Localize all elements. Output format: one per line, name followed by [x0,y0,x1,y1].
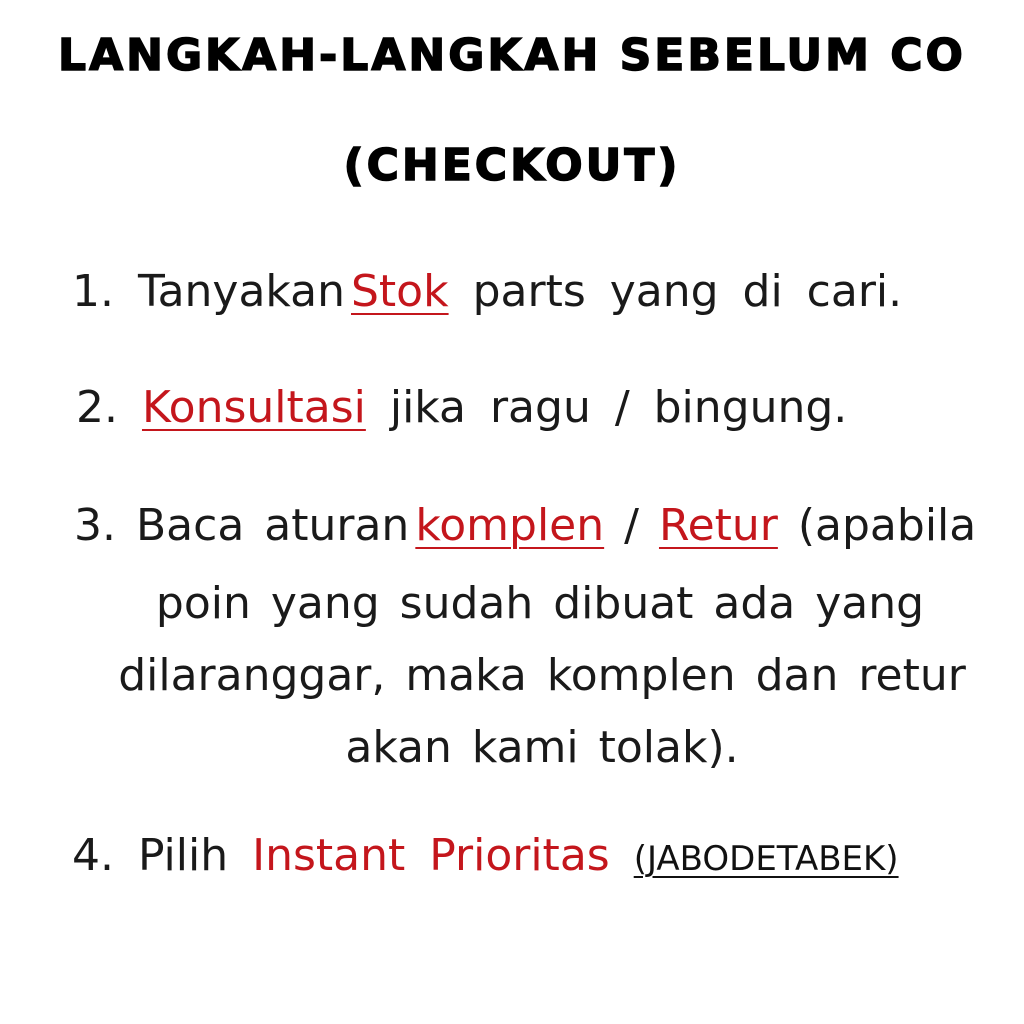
step-3-text-post: (apabila [797,500,977,551]
step-2-number: 2. [76,382,118,433]
instant-prioritas-label: Instant Prioritas [252,830,610,881]
title-line-2: (CHECKOUT) [343,140,681,191]
step-1-text-pre: Tanyakan [137,266,345,317]
step-2-text-post: jika ragu / bingung. [389,382,848,433]
retur-link[interactable]: Retur [658,500,778,551]
step-4-number: 4. [72,830,114,881]
step-3-continuation-2: dilaranggar, maka komplen dan retur [118,650,966,701]
step-3-text-pre: Baca aturan [135,500,410,551]
step-4 [72,830,899,881]
step-3-number: 3. [74,500,116,551]
jabodetabek-link[interactable]: (JABODETABEK) [633,839,899,879]
step-3 [74,500,976,551]
step-3-continuation-1: poin yang sudah dibuat ada yang [155,578,925,629]
step-1-text-post: parts yang di cari. [472,266,903,317]
step-4-text-pre: Pilih [137,830,229,881]
title-line-1: LANGKAH-LANGKAH SEBELUM CO [58,30,966,81]
step-1-number: 1. [72,266,114,317]
komplen-link[interactable]: komplen [415,500,605,551]
step-1 [72,266,902,317]
konsultasi-link[interactable]: Konsultasi [141,382,366,433]
step-2 [76,382,847,433]
stok-link[interactable]: Stok [351,266,449,317]
step-3-separator: / [624,500,639,551]
step-3-continuation-3: akan kami tolak). [345,722,739,773]
